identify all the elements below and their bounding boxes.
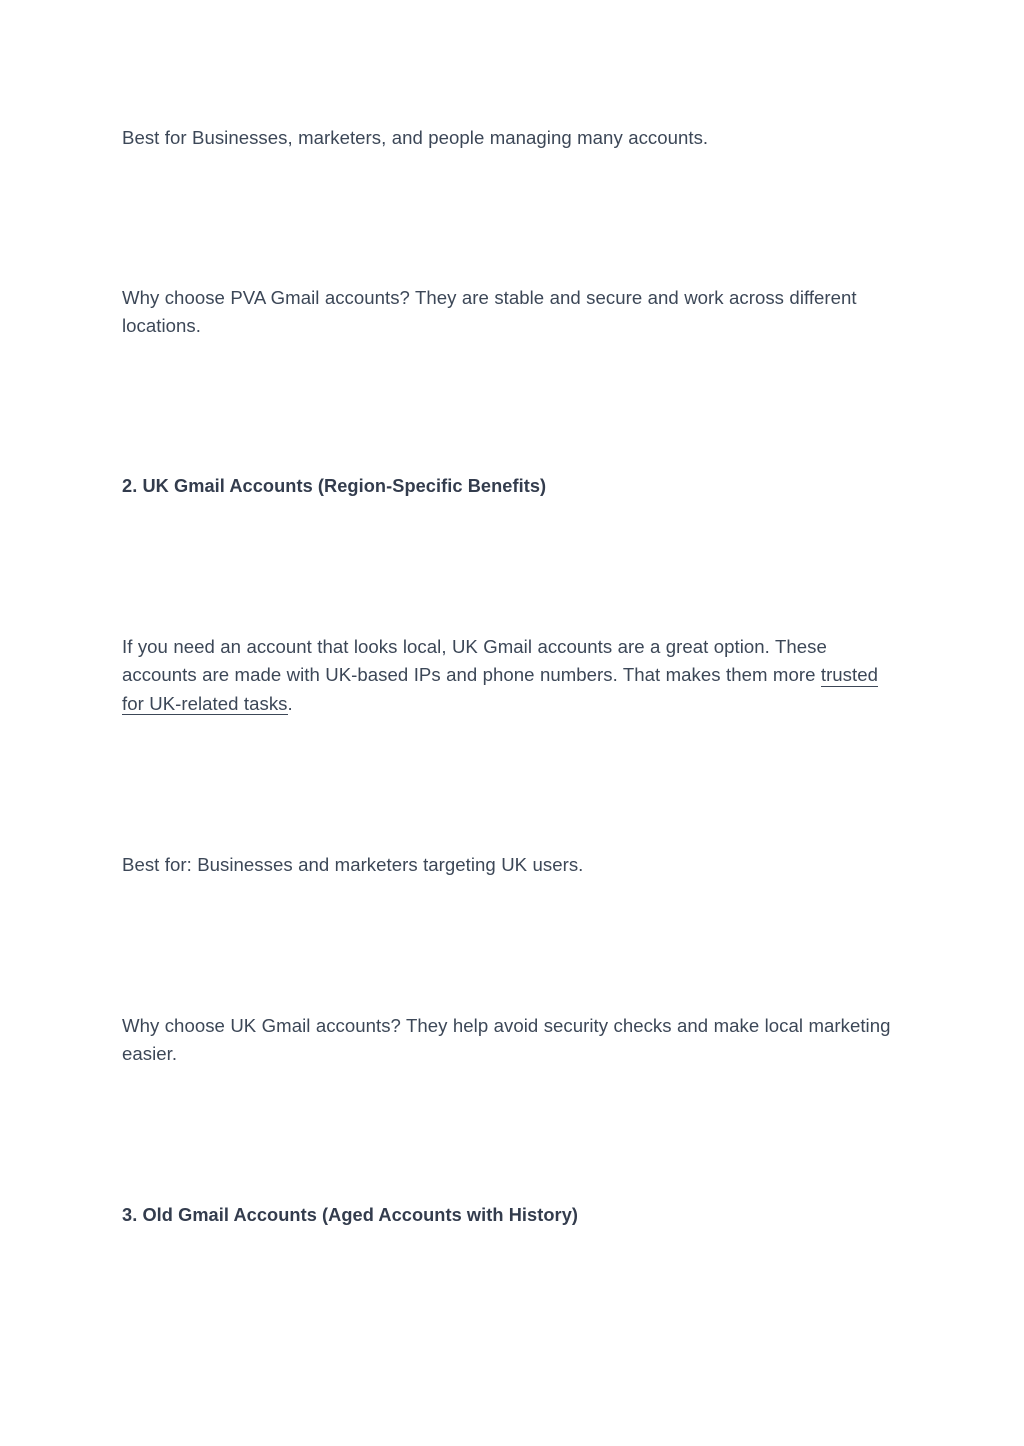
heading-old-gmail-accounts: 3. Old Gmail Accounts (Aged Accounts with History) bbox=[122, 1205, 579, 1225]
paragraph-why-choose-pva: Why choose PVA Gmail accounts? They are stable and secure and work across different locations. bbox=[122, 287, 857, 337]
heading-uk-gmail-accounts: 2. UK Gmail Accounts (Region-Specific Benefits) bbox=[122, 476, 547, 496]
uk-description-text-before: If you need an account that looks local, UK Gmail accounts are a great option. These accounts are made with UK-based IPs and phone numbers. That makes them more bbox=[122, 636, 827, 686]
paragraph-best-for-pva: Best for Businesses, marketers, and people managing many accounts. bbox=[122, 127, 709, 148]
link-trusted-for-uk-related-tasks[interactable]: trusted for UK-related tasks bbox=[122, 664, 878, 714]
uk-description-text-after: . bbox=[287, 692, 293, 714]
paragraph-uk-description bbox=[122, 633, 904, 718]
paragraph-best-for-uk: Best for: Businesses and marketers targeting UK users. bbox=[122, 854, 584, 875]
paragraph-why-choose-uk: Why choose UK Gmail accounts? They help avoid security checks and make local marketing easier. bbox=[122, 1015, 891, 1065]
